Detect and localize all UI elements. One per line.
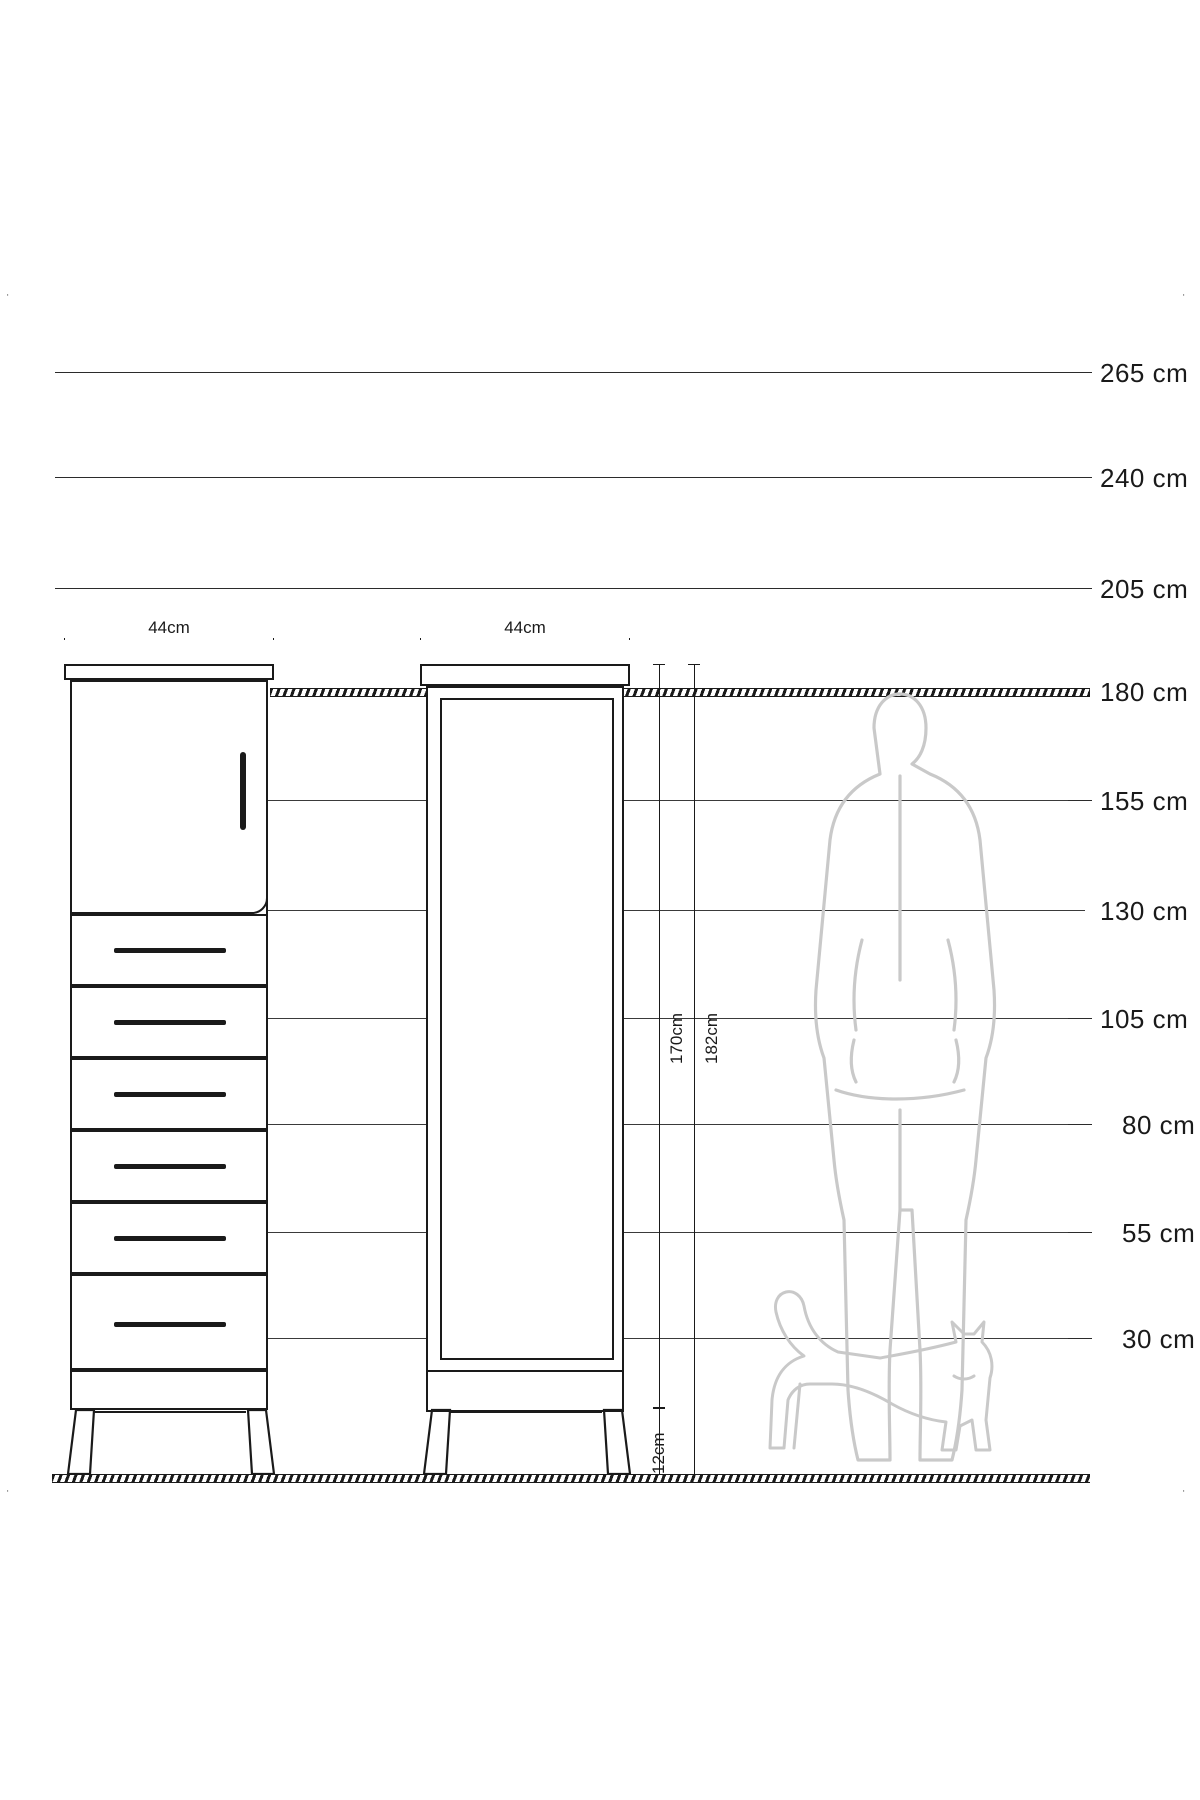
scale-label-30: 30 cm	[1122, 1324, 1196, 1354]
scale-label-105: 105 cm	[1100, 1004, 1189, 1034]
corner-mark-top-right: ˙	[1182, 292, 1187, 307]
cabinet-a-drawer-6-handle[interactable]	[114, 1322, 226, 1327]
cabinet-a-drawer-3-handle[interactable]	[114, 1092, 226, 1097]
cabinet-a-drawer-4-handle[interactable]	[114, 1164, 226, 1169]
scale-label-80: 80 cm	[1122, 1110, 1196, 1140]
width-dimension-cabinet-a-label: 44cm	[144, 618, 194, 637]
tick-80	[1068, 1124, 1092, 1125]
corner-mark-bottom-left: ˙	[6, 1488, 11, 1503]
tick-55	[1068, 1232, 1092, 1233]
scale-label-55: 55 cm	[1122, 1218, 1196, 1248]
cat-silhouette	[760, 1280, 1000, 1480]
height-dimension-182-label: 182cm	[702, 1012, 721, 1064]
tick-240	[1068, 477, 1092, 478]
scale-label-205: 205 cm	[1100, 574, 1189, 604]
scale-label-155: 155 cm	[1100, 786, 1189, 816]
cabinet-a-drawer-5-handle[interactable]	[114, 1236, 226, 1241]
height-dimension-12-label: 12cm	[649, 1432, 668, 1474]
tick-30	[1068, 1338, 1092, 1339]
width-dimension-cabinet-a	[64, 618, 274, 640]
cabinet-a-body	[70, 680, 268, 1408]
cabinet-a-top	[64, 664, 274, 680]
cabinet-a-door-handle[interactable]	[240, 752, 246, 830]
scale-label-180: 180 cm	[1100, 677, 1189, 707]
scale-label-240: 240 cm	[1100, 463, 1189, 493]
cabinet-b-top	[420, 664, 630, 686]
cabinet-b-base-rail	[426, 1370, 624, 1412]
rule-265	[55, 372, 1085, 373]
tick-105	[1068, 1018, 1092, 1019]
corner-mark-top-left: ˙	[6, 292, 11, 307]
height-dimension-12	[649, 1408, 668, 1478]
tick-205	[1068, 588, 1092, 589]
cabinet-a-legs	[64, 1408, 278, 1478]
cabinet-a-door[interactable]	[70, 680, 268, 914]
height-dimension-182	[688, 664, 721, 1478]
tick-155	[1068, 800, 1092, 801]
height-dimension-170	[653, 664, 686, 1408]
width-dimension-cabinet-b-label: 44cm	[500, 618, 550, 637]
cabinet-a-base-rail	[70, 1370, 268, 1410]
cabinet-a-drawer-1-handle[interactable]	[114, 948, 226, 953]
scale-label-265: 265 cm	[1100, 358, 1189, 388]
scale-label-130: 130 cm	[1100, 896, 1189, 926]
cabinet-b-door[interactable]	[440, 698, 614, 1360]
tick-265	[1068, 372, 1092, 373]
rule-205	[55, 588, 1085, 589]
cabinet-b-legs	[420, 1408, 634, 1478]
cabinet-b-body	[426, 686, 624, 1408]
rule-240	[55, 477, 1085, 478]
cabinet-a-drawer-2-handle[interactable]	[114, 1020, 226, 1025]
height-dimension-170-label: 170cm	[667, 1012, 686, 1064]
corner-mark-bottom-right: ˙	[1182, 1488, 1187, 1503]
floor-band	[52, 1474, 1090, 1483]
width-dimension-cabinet-b	[420, 618, 630, 640]
